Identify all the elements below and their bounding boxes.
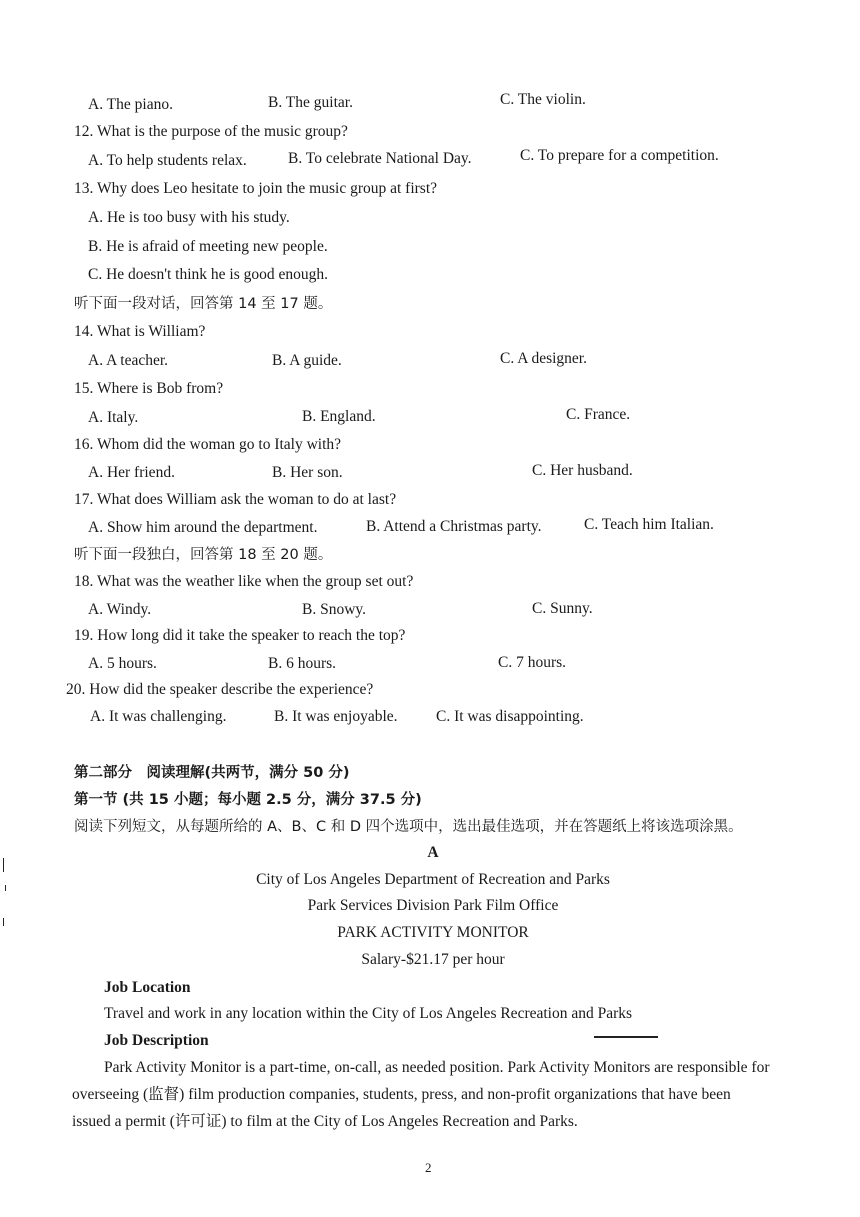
- scan-mark: [3, 858, 4, 872]
- q13-option-c: C. He doesn't think he is good enough.: [88, 266, 329, 283]
- q18-option-b: B. Snowy.: [302, 601, 367, 618]
- passage-title-1: City of Los Angeles Department of Recreation and Parks: [256, 871, 610, 888]
- q14-question: 14. What is William?: [74, 323, 206, 340]
- q13-question: 13. Why does Leo hesitate to join the music group at first?: [74, 180, 438, 197]
- page-number: 2: [425, 1160, 432, 1175]
- job-description-heading: Job Description: [104, 1032, 209, 1049]
- q17-question: 17. What does William ask the woman to do at last?: [74, 491, 397, 508]
- reading-instruction: 阅读下列短文，从每题所给的 A、B、C 和 D 四个选项中，选出最佳选项，并在答题纸上将该选项涂黑。: [74, 819, 743, 835]
- job-location-text: Travel and work in any location within the City of Los Angeles Recreation and Parks: [104, 1005, 633, 1022]
- scan-mark: [5, 885, 6, 891]
- q16-question: 16. Whom did the woman go to Italy with?: [74, 436, 342, 453]
- q12-option-c: C. To prepare for a competition.: [520, 147, 719, 164]
- q15-option-c: C. France.: [566, 406, 631, 423]
- q11-option-c: C. The violin.: [500, 91, 586, 108]
- pen-underline-mark: [594, 1036, 658, 1038]
- q14-option-b: B. A guide.: [272, 352, 342, 369]
- section-one-heading: 第一节 (共 15 小题；每小题 2.5 分，满分 37.5 分): [74, 792, 422, 808]
- passage-label: A: [427, 844, 439, 861]
- job-location-heading: Job Location: [104, 979, 191, 996]
- job-description-line-2: overseeing (监督) film production companies, students, press, and non-profit organizations that have been: [72, 1086, 731, 1103]
- q14-option-c: C. A designer.: [500, 350, 587, 367]
- q12-question: 12. What is the purpose of the music group?: [74, 123, 348, 140]
- q17-option-b: B. Attend a Christmas party.: [366, 518, 542, 535]
- q18-option-c: C. Sunny.: [532, 600, 593, 617]
- q16-option-b: B. Her son.: [272, 464, 343, 481]
- q13-option-b: B. He is afraid of meeting new people.: [88, 238, 328, 255]
- q15-option-a: A. Italy.: [88, 409, 139, 426]
- q19-option-c: C. 7 hours.: [498, 654, 567, 671]
- q15-question: 15. Where is Bob from?: [74, 380, 224, 397]
- q16-option-a: A. Her friend.: [88, 464, 175, 481]
- q12-option-b: B. To celebrate National Day.: [288, 150, 472, 167]
- q17-option-a: A. Show him around the department.: [88, 519, 318, 536]
- instruction-18-20: 听下面一段独白，回答第 18 至 20 题。: [74, 547, 333, 563]
- q12-option-a: A. To help students relax.: [88, 152, 247, 169]
- part-two-heading: 第二部分 阅读理解(共两节，满分 50 分): [74, 765, 350, 781]
- q16-option-c: C. Her husband.: [532, 462, 633, 479]
- job-description-line-1: Park Activity Monitor is a part-time, on-call, as needed position. Park Activity Monitors are responsible for: [104, 1059, 770, 1076]
- q20-question: 20. How did the speaker describe the experience?: [66, 681, 374, 698]
- q20-option-a: A. It was challenging.: [90, 708, 227, 725]
- q15-option-b: B. England.: [302, 408, 376, 425]
- q20-option-c: C. It was disappointing.: [436, 708, 584, 725]
- passage-title-3: PARK ACTIVITY MONITOR: [337, 924, 529, 941]
- instruction-14-17: 听下面一段对话，回答第 14 至 17 题。: [74, 296, 333, 312]
- q19-option-a: A. 5 hours.: [88, 655, 157, 672]
- q11-option-a: A. The piano.: [88, 96, 173, 113]
- q17-option-c: C. Teach him Italian.: [584, 516, 714, 533]
- job-description-line-3: issued a permit (许可证) to film at the City of Los Angeles Recreation and Parks.: [72, 1113, 578, 1130]
- q19-question: 19. How long did it take the speaker to reach the top?: [74, 627, 406, 644]
- scan-mark: [3, 918, 4, 926]
- q14-option-a: A. A teacher.: [88, 352, 169, 369]
- passage-title-2: Park Services Division Park Film Office: [307, 897, 559, 914]
- q13-option-a: A. He is too busy with his study.: [88, 209, 290, 226]
- q18-question: 18. What was the weather like when the group set out?: [74, 573, 414, 590]
- q20-option-b: B. It was enjoyable.: [274, 708, 398, 725]
- q18-option-a: A. Windy.: [88, 601, 152, 618]
- passage-salary: Salary-$21.17 per hour: [361, 951, 505, 968]
- q11-option-b: B. The guitar.: [268, 94, 353, 111]
- q19-option-b: B. 6 hours.: [268, 655, 337, 672]
